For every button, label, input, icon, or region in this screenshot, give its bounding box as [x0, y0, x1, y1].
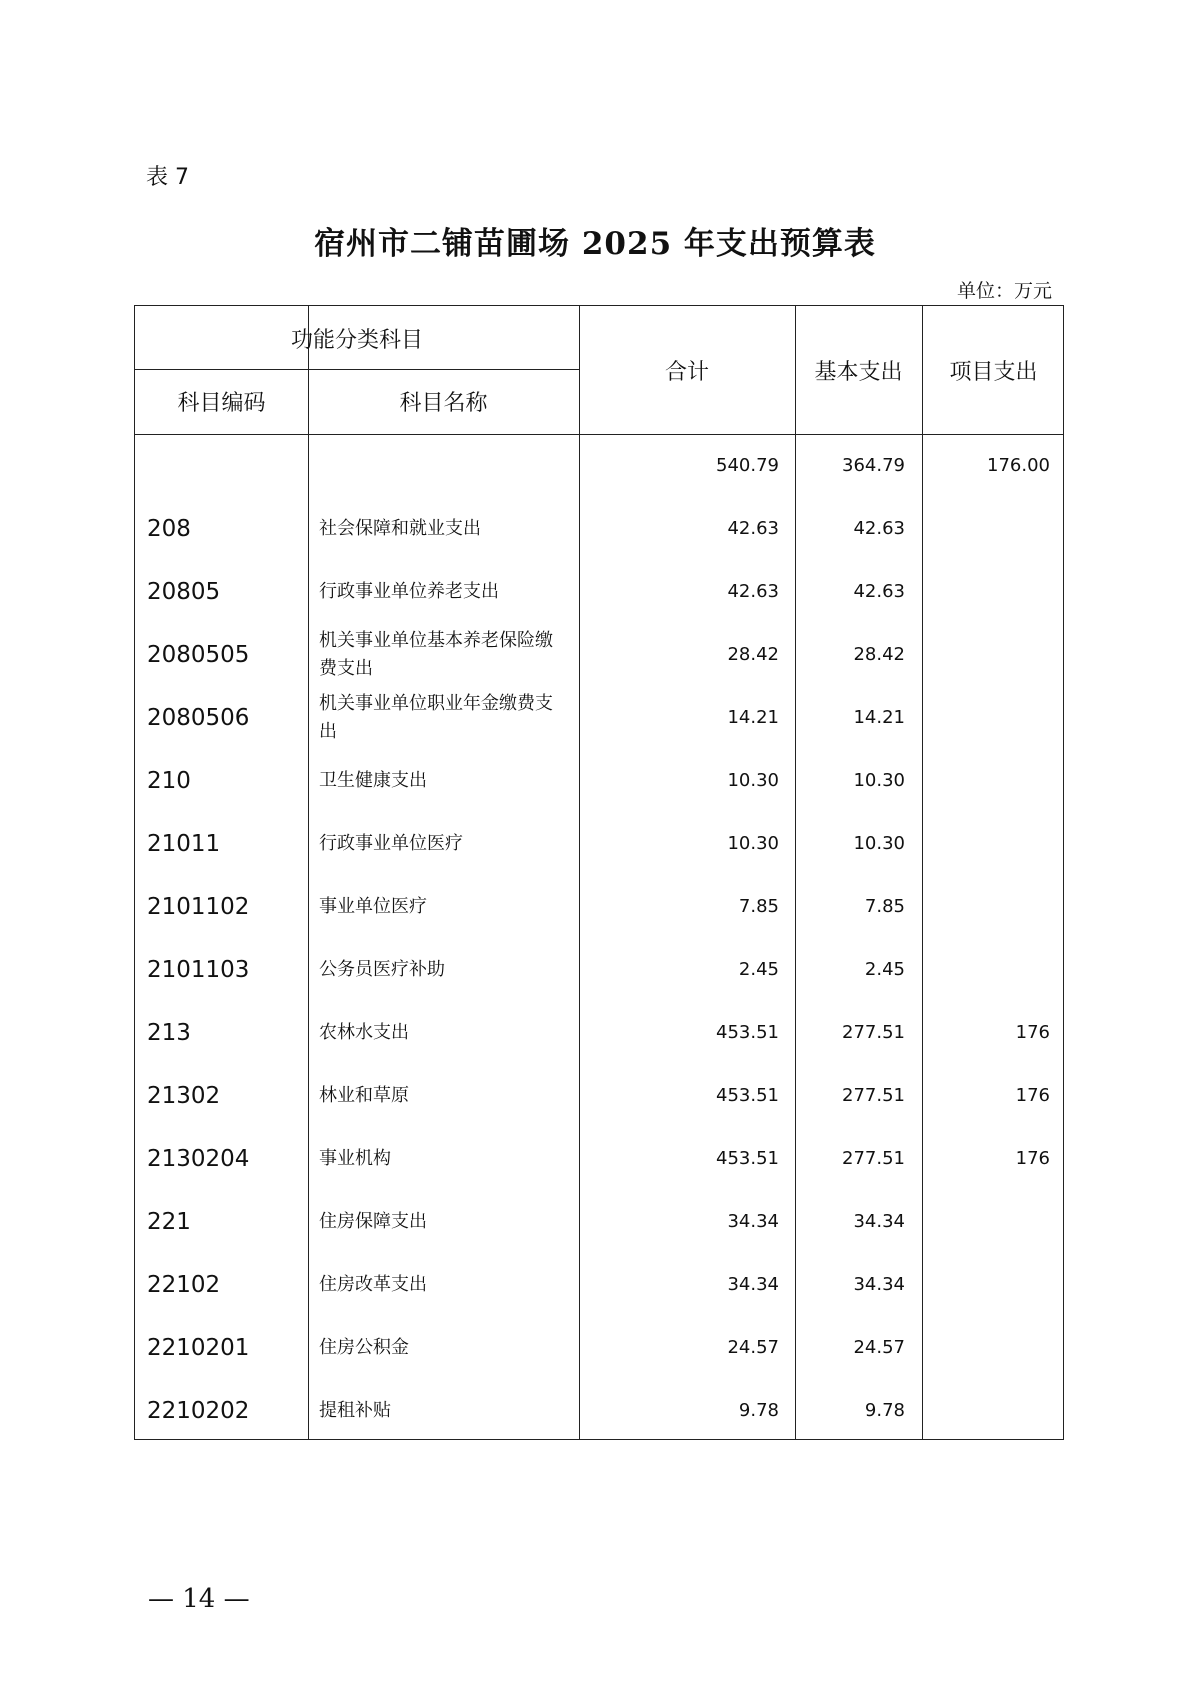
- table-body: [135, 434, 1063, 1442]
- table-row: [135, 560, 1063, 623]
- row-name: 住房保障支出: [319, 1210, 427, 1232]
- row-total: 28.42: [727, 644, 779, 665]
- header-divider: [135, 369, 579, 370]
- table-row: [135, 812, 1063, 875]
- table-row: [135, 749, 1063, 812]
- row-project: [923, 560, 1050, 623]
- table-row: [135, 1001, 1063, 1064]
- row-total: 7.85: [738, 896, 779, 917]
- row-name: 公务员医疗补助: [319, 958, 445, 980]
- header-project: 项目支出: [949, 360, 1038, 385]
- row-name: 住房公积金: [319, 1336, 409, 1358]
- header-name: 科目名称: [399, 391, 488, 416]
- unit-label: 单位：万元: [956, 280, 1052, 302]
- row-total: 10.30: [727, 770, 779, 791]
- row-project: [923, 875, 1050, 938]
- row-basic: 10.30: [853, 770, 905, 791]
- row-name: 事业单位医疗: [319, 895, 427, 917]
- row-basic: 7.85: [864, 896, 905, 917]
- table-row: [135, 1253, 1063, 1316]
- table-row: [135, 1316, 1063, 1379]
- row-name: 住房改革支出: [319, 1273, 427, 1295]
- row-name: 提租补贴: [319, 1399, 391, 1421]
- row-name: 行政事业单位养老支出: [319, 580, 499, 602]
- row-project: 176: [1015, 1022, 1050, 1043]
- row-total: 2.45: [738, 959, 779, 980]
- row-basic: 28.42: [853, 644, 905, 665]
- row-total: 34.34: [727, 1211, 779, 1232]
- row-total: 10.30: [727, 833, 779, 854]
- row-project: [923, 938, 1050, 1001]
- table-row: [135, 434, 1063, 497]
- row-basic: 42.63: [853, 581, 905, 602]
- row-basic: 34.34: [853, 1274, 905, 1295]
- row-name: 行政事业单位医疗: [319, 832, 463, 854]
- row-project: [923, 1253, 1050, 1316]
- header-total: 合计: [664, 360, 709, 385]
- row-code: 213: [147, 1019, 191, 1046]
- row-project: [923, 1379, 1050, 1442]
- row-code: 221: [147, 1208, 191, 1235]
- table-row: [135, 623, 1063, 686]
- row-basic: 277.51: [842, 1022, 905, 1043]
- row-code: 22102: [147, 1271, 221, 1298]
- row-project: [923, 497, 1050, 560]
- table-label: 表 7: [146, 165, 189, 190]
- row-total: 453.51: [716, 1085, 779, 1106]
- row-project: 176: [1015, 1085, 1050, 1106]
- row-code: 2080506: [147, 704, 250, 731]
- row-total: 9.78: [738, 1400, 779, 1421]
- row-total: 540.79: [716, 455, 779, 476]
- row-project: 176: [1015, 1148, 1050, 1169]
- row-basic: 34.34: [853, 1211, 905, 1232]
- table-row: [135, 938, 1063, 1001]
- page-number: — 14 —: [148, 1584, 250, 1614]
- row-basic: 10.30: [853, 833, 905, 854]
- row-project: [923, 686, 1050, 749]
- row-basic: 24.57: [853, 1337, 905, 1358]
- row-name: 机关事业单位基本养老保险缴费支出: [319, 629, 553, 679]
- header-group: 功能分类科目: [290, 328, 423, 353]
- row-name: [319, 434, 559, 497]
- row-total: 42.63: [727, 518, 779, 539]
- table-row: [135, 686, 1063, 749]
- row-project: [923, 812, 1050, 875]
- row-project: [923, 1316, 1050, 1379]
- table-row: [135, 1064, 1063, 1127]
- row-basic: 364.79: [842, 455, 905, 476]
- row-total: 42.63: [727, 581, 779, 602]
- row-code: 2101103: [147, 956, 250, 983]
- table-row: [135, 1190, 1063, 1253]
- row-name: 社会保障和就业支出: [319, 517, 481, 539]
- table-row: [135, 497, 1063, 560]
- row-total: 453.51: [716, 1148, 779, 1169]
- header-basic: 基本支出: [814, 360, 903, 385]
- row-total: 453.51: [716, 1022, 779, 1043]
- row-code: [147, 434, 297, 497]
- page-title: 宿州市二铺苗圃场 2025 年支出预算表: [314, 226, 876, 262]
- table-row: [135, 1379, 1063, 1442]
- row-name: 机关事业单位职业年金缴费支出: [319, 692, 553, 742]
- row-total: 14.21: [727, 707, 779, 728]
- row-code: 20805: [147, 578, 221, 605]
- row-code: 2130204: [147, 1145, 250, 1172]
- row-basic: 42.63: [853, 518, 905, 539]
- row-project: [923, 749, 1050, 812]
- row-project: [923, 623, 1050, 686]
- row-code: 210: [147, 767, 191, 794]
- row-basic: 277.51: [842, 1085, 905, 1106]
- row-name: 林业和草原: [319, 1084, 409, 1106]
- row-basic: 9.78: [864, 1400, 905, 1421]
- row-total: 24.57: [727, 1337, 779, 1358]
- row-code: 2080505: [147, 641, 250, 668]
- row-code: 208: [147, 515, 191, 542]
- row-project: 176.00: [987, 455, 1050, 476]
- row-project: [923, 1190, 1050, 1253]
- header-code: 科目编码: [177, 391, 266, 416]
- row-basic: 14.21: [853, 707, 905, 728]
- table-row: [135, 875, 1063, 938]
- row-code: 21011: [147, 830, 221, 857]
- row-code: 2210202: [147, 1397, 250, 1424]
- table-row: [135, 1127, 1063, 1190]
- row-code: 2210201: [147, 1334, 250, 1361]
- row-name: 事业机构: [319, 1147, 391, 1169]
- budget-table: [134, 305, 1064, 1440]
- row-basic: 277.51: [842, 1148, 905, 1169]
- row-code: 2101102: [147, 893, 250, 920]
- row-total: 34.34: [727, 1274, 779, 1295]
- row-name: 卫生健康支出: [319, 769, 427, 791]
- row-name: 农林水支出: [319, 1021, 409, 1043]
- row-basic: 2.45: [864, 959, 905, 980]
- row-code: 21302: [147, 1082, 221, 1109]
